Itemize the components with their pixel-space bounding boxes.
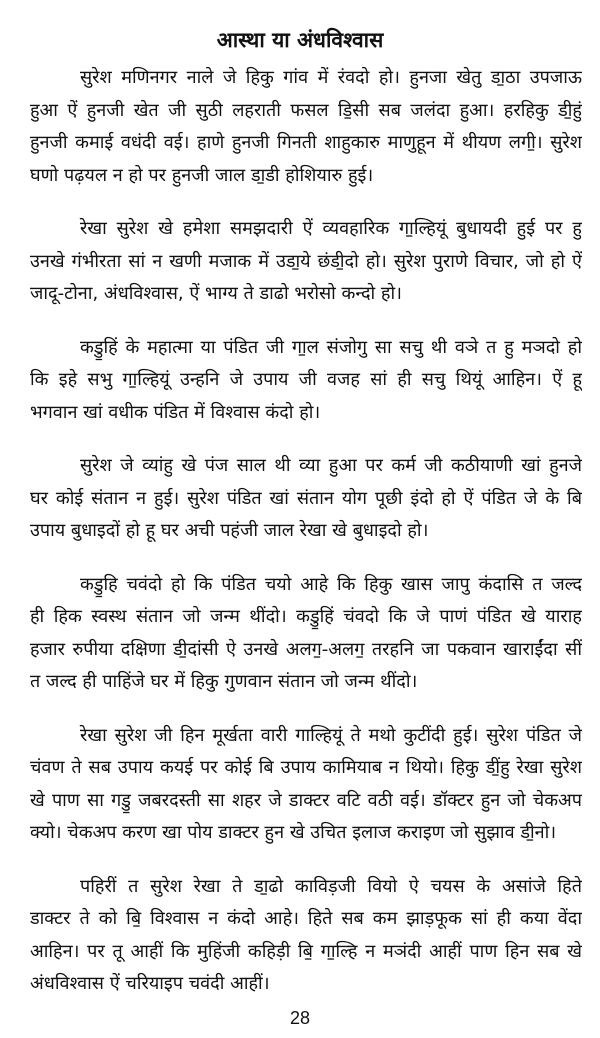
text-line: उपाय बुधाइदों हो हू घर अची पहंजी जाल रेखा खे बुधाइदो हो। <box>30 520 429 541</box>
text-line: खे पाण सा गडु॒ जबरदस्ती सा शहर जे डाक्टर वटि वठी वई। डॉक्टर हुन जो चेकअप <box>30 789 582 811</box>
paragraph <box>30 569 582 699</box>
text-line: घणो पढ़यल न हो पर हुनजी जाल डा॒डी होशियारु हुई। <box>30 164 374 186</box>
body-text <box>30 62 582 1022</box>
text-line: कडु॒हिं के महात्मा या पंडित जी गा॒ल संजोगु सा सचु थी वञे त हु मञदो हो <box>80 336 582 358</box>
text-line: घर कोई संतान न हुई। सुरेश पंडित खां संतान योग पूछी इंदो हो ऐं पंडित जे के बि <box>30 487 582 509</box>
text-line: ही हिक स्वस्थ संतान जो जन्म थींदो। कडु॒हिं चंवदो कि जे पाणं पंडित खे याराह <box>30 606 582 627</box>
text-line: आहिन। पर तू आहीं कि मुहिंजी कहिड़ी बि॒ गा॒ल्हि न मञंदी आहीं पाण हिन सब खे <box>30 940 582 962</box>
paragraph <box>30 332 582 430</box>
text-line: त जल्द ही पाहिंजे घर में हिकु गुणवान संतान जो जन्म थींदो। <box>30 671 418 692</box>
paragraph <box>30 213 582 311</box>
text-line: भगवान खां वधीक पंडित में विश्वास कंदो हो। <box>30 401 321 423</box>
text-line: सुरेश जे व्यांहु खे पंज साल थी व्या हुआ पर कर्म जी कठीयाणी खां हुनजे <box>80 455 582 476</box>
text-line: उनखे गंभीरता सां न खणी मजाक में उडा॒ये छंडी॒दो हो। सुरेश पुराणे विचार, जो हो ऐं <box>30 250 582 272</box>
paragraph <box>30 450 582 548</box>
chapter-title: आस्था या अंधविश्वास <box>216 28 384 52</box>
text-line: पहिरीं त सुरेश रेखा ते डा॒ढो काविड़जी वियो ऐ चयस के असांजे हिते <box>80 875 582 897</box>
text-line: जादू-टोना, अंधविश्वास, ऐं भाग्य ते डाढो भरोसो कन्दो हो। <box>30 283 402 304</box>
text-line: हुनजी कमाई वधंदी वई। हाणे हुनजी गिनती शाहुकारु माणुहून में थीयण लगी॒। सुरेश <box>30 132 582 153</box>
text-line: चंवण ते सब उपाय कयई पर कोई बि उपाय कामियाब न थियो। हिकु डीं॒हु रेखा सुरेश <box>30 757 582 778</box>
text-line: डाक्टर ते को बि॒ विश्वास न कंदो आहे। हिते सब कम झाड़फूक सां ही कया वेंदा <box>30 908 582 929</box>
text-line: अंधविश्वास ऐं चरियाइप चवंदी आहीं। <box>30 973 270 994</box>
text-line: क्यो। चेकअप करण खा पोय डाक्टर हुन खे उचित इलाज कराइण जो सुझाव डी॒नो। <box>30 822 557 843</box>
text-line: कि इहे सभु गा॒ल्हियूं उन्हनि जे उपाय जी वजह सां ही सचु थियूं आहिन। ऐं हू <box>30 369 582 390</box>
paragraph <box>30 871 582 1001</box>
paragraph <box>30 720 582 850</box>
text-line: रेखा सुरेश जी हिन मूर्खता वारी गाल्हियूं ते मथो कुटींदी हुई। सुरेश पंडित जे <box>80 724 582 746</box>
text-line: हजार रुपीया दक्षिणा डी॒दांसी ऐ उनखे अलग॒-अलग॒ तरहनि जा पकवान खाराईंदा सीं <box>30 638 582 660</box>
paragraph <box>30 62 582 192</box>
text-line: सुरेश मणिनगर नाले जे हिकु गांव में रंवदो हो। हुनजा खेतु डा॒ठा उपजाऊ <box>80 67 582 88</box>
text-line: रेखा सुरेश खे हमेशा समझदारी ऐं व्यवहारिक गा॒ल्हियूं बुधायदी हुई पर हु <box>80 218 582 239</box>
page-number: 28 <box>289 1008 311 1028</box>
text-line: कडु॒हि चवंदो हो कि पंडित चयो आहे कि हिकु खास जापु कंदासि त जल्द <box>80 573 582 595</box>
text-line: हुआ ऐं हुनजी खेत जी सुठी लहराती फसल डि॒सी सब जलंदा हुआ। हरहिकु डी॒हुं <box>30 99 582 121</box>
